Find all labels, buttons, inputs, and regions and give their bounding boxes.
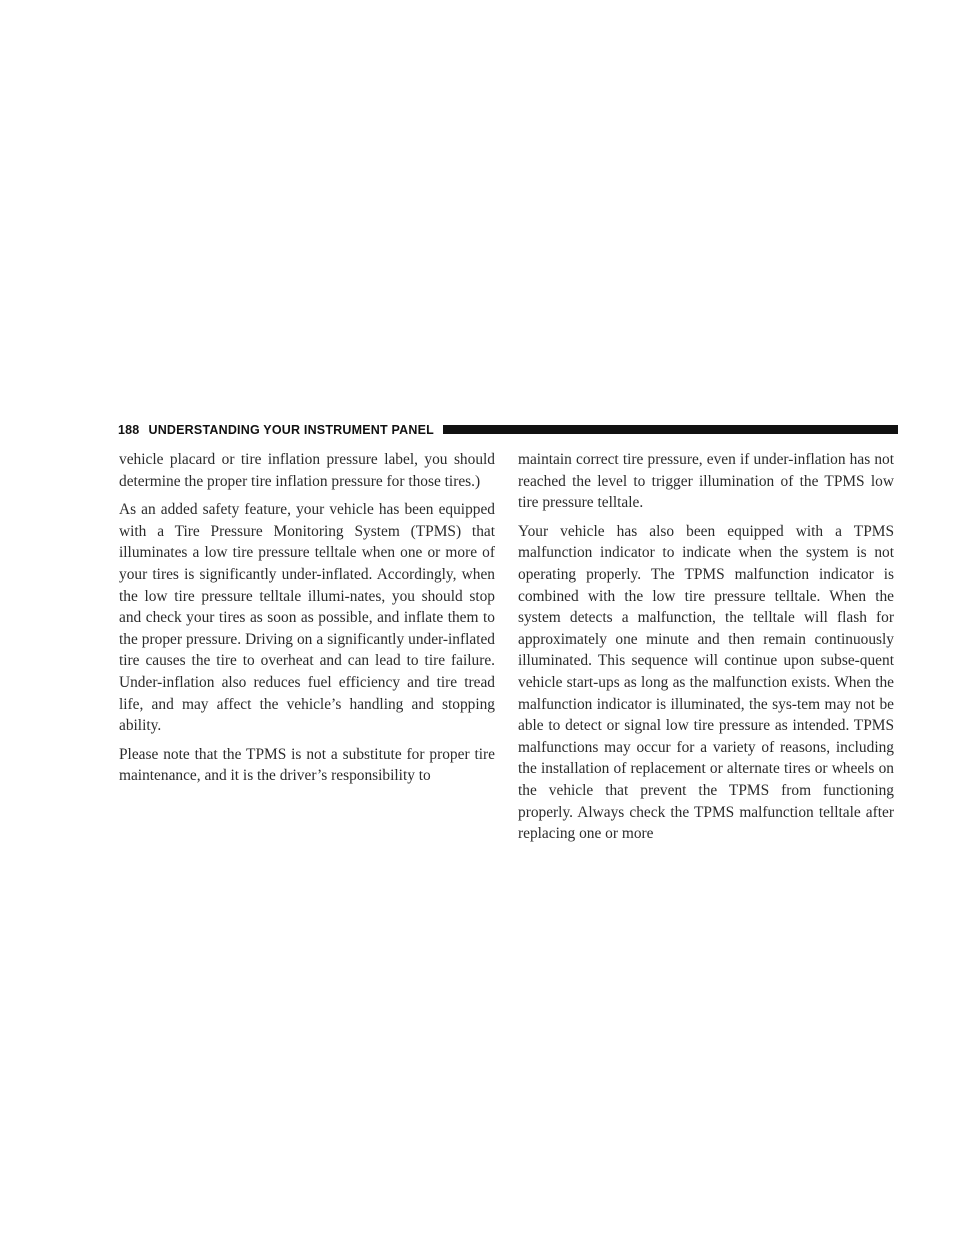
section-title: UNDERSTANDING YOUR INSTRUMENT PANEL [148,422,434,437]
header-rule [443,425,898,434]
right-column [518,449,894,852]
left-column [119,449,495,794]
paragraph: Your vehicle has also been equipped with a TPMS malfunction indicator to indicate when the system is not operating properly. The TPMS malfunction indicator is combined with the low tire pressure telltale. When the system detects a malfunction, the telltale will flash for approximately one minute and then remain continuously illuminated. This sequence will continue upon subse-quent vehicle start-ups as long as the malfunction exists. When the malfunction indicator is illuminated, the sys-tem may not be able to detect or signal low tire pressure as intended. TPMS malfunctions may occur for a variety of reasons, including the installation of replacement or alternate tires or wheels on the vehicle that prevent the TPMS from functioning properly. Always check the TPMS malfunction telltale after replacing one or more [518,522,894,843]
page-header [118,423,898,436]
paragraph: maintain correct tire pressure, even if under-inflation has not reached the level to trigger illumination of the TPMS low tire pressure telltale. [518,451,894,512]
paragraph: As an added safety feature, your vehicle has been equipped with a Tire Pressure Monitoring System (TPMS) that illuminates a low tire pressure telltale when one or more of your tires is significantly under-inflated. Accordingly, when the low tire pressure telltale illumi-nates, you should stop and check your tires as soon as possible, and inflate them to the proper pressure. Driving on a significantly under-inflated tire causes the tire to overheat and can lead to tire failure. Under-inflation also reduces fuel efficiency and tire tread life, and may affect the vehicle’s handling and stopping ability. [119,501,495,735]
page-number: 188 [118,422,140,437]
paragraph: vehicle placard or tire inflation pressure label, you should determine the proper tire inflation pressure for those tires.) [119,451,495,490]
paragraph: Please note that the TPMS is not a substitute for proper tire maintenance, and it is the driver’s responsibility to [119,745,495,785]
